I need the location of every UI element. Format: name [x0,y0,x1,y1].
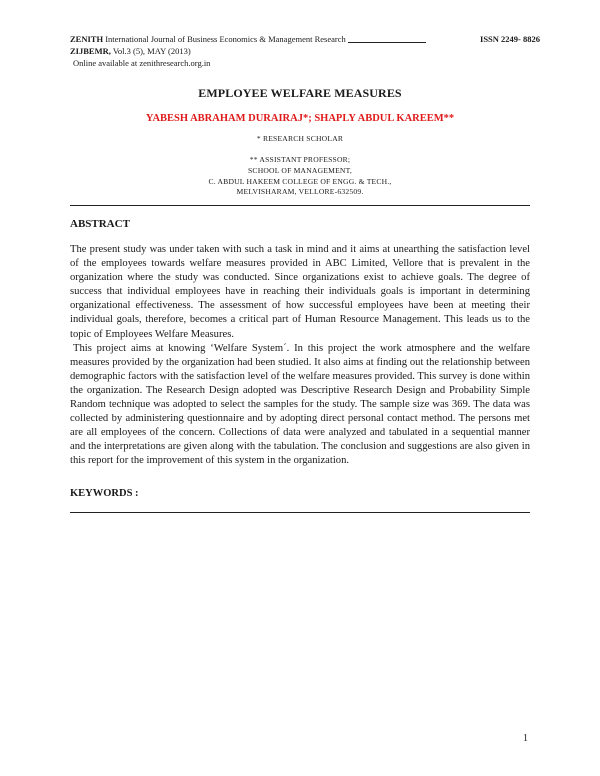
affiliation-line: SCHOOL OF MANAGEMENT, [248,165,352,175]
journal-name [70,33,430,45]
journal-line [70,33,540,45]
keywords-heading: KEYWORDS : [70,488,139,499]
journal-name-rest: International Journal of Business Economics & Management Research [105,34,346,44]
authors: YABESH ABRAHAM DURAIRAJ*; SHAPLY ABDUL KAREEM** [145,113,455,124]
affiliation-second [0,155,600,198]
journal-name-bold: ZENITH [70,34,104,44]
page-number: 1 [523,733,528,744]
affiliation-line: C. ABDUL HAKEEM COLLEGE OF ENGG. & TECH., [208,176,392,186]
abstract-paragraph: The present study was under taken with such a task in mind and it aims at unearthing the satisfaction level of the employees towards welfare measures provided in ABC Limited, Vellore that is prevalent in the organization where the study was conducted. Since organizations exist to achieve goals. The degree of success that individual employees have in reaching their individuals goals is important in determining organizational effectiveness. The assessment of how successful employees have been at meeting their individual goals, therefore, becomes a critical part of Human Resource Management. This leads us to the topic of Employees Welfare Measures. [70,244,530,340]
issn: ISSN 2249- 8826 [480,34,540,44]
affiliation-line: ** ASSISTANT PROFESSOR; [249,155,351,164]
abstract-heading: ABSTRACT [70,218,130,230]
affiliation-line: MELVISHARAM, VELLORE-632509. [236,187,364,197]
issue-line [70,45,540,57]
paper-title: EMPLOYEE WELFARE MEASURES [198,86,402,100]
divider-top [70,205,530,206]
journal-abbr: ZIJBEMR, [70,46,111,56]
online-availability: Online available at zenithresearch.org.in [73,58,211,68]
affiliation-first: * RESEARCH SCHOLAR [256,134,344,143]
running-header [70,33,540,69]
abstract-paragraph: This project aims at knowing ‘Welfare System´. In this project the work atmosphere and the welfare measures provided by the organization had been studied. It also aims at finding out the relationship between demographic factors with the satisfaction level of the welfare measures provided. This survey is done within the organization. The Research Design adopted was Descriptive Research Design and Probability Simple Random technique was adopted to select the samples for the study. The sample size was 369. The data was collected by administering questionnaire and by adopting direct personal contact method. The persons met are all employees of the concern. Collections of data were analyzed and tabulated in a sequential manner and the interpretations are given along with the tabulation. The conclusion and suggestions are also given in this report for the improvement of this system in the organization. [70,342,530,467]
abstract-body [70,243,530,469]
header-underline [348,42,426,43]
divider-bottom [70,512,530,513]
issue-info: Vol.3 (5), MAY (2013) [112,46,191,56]
